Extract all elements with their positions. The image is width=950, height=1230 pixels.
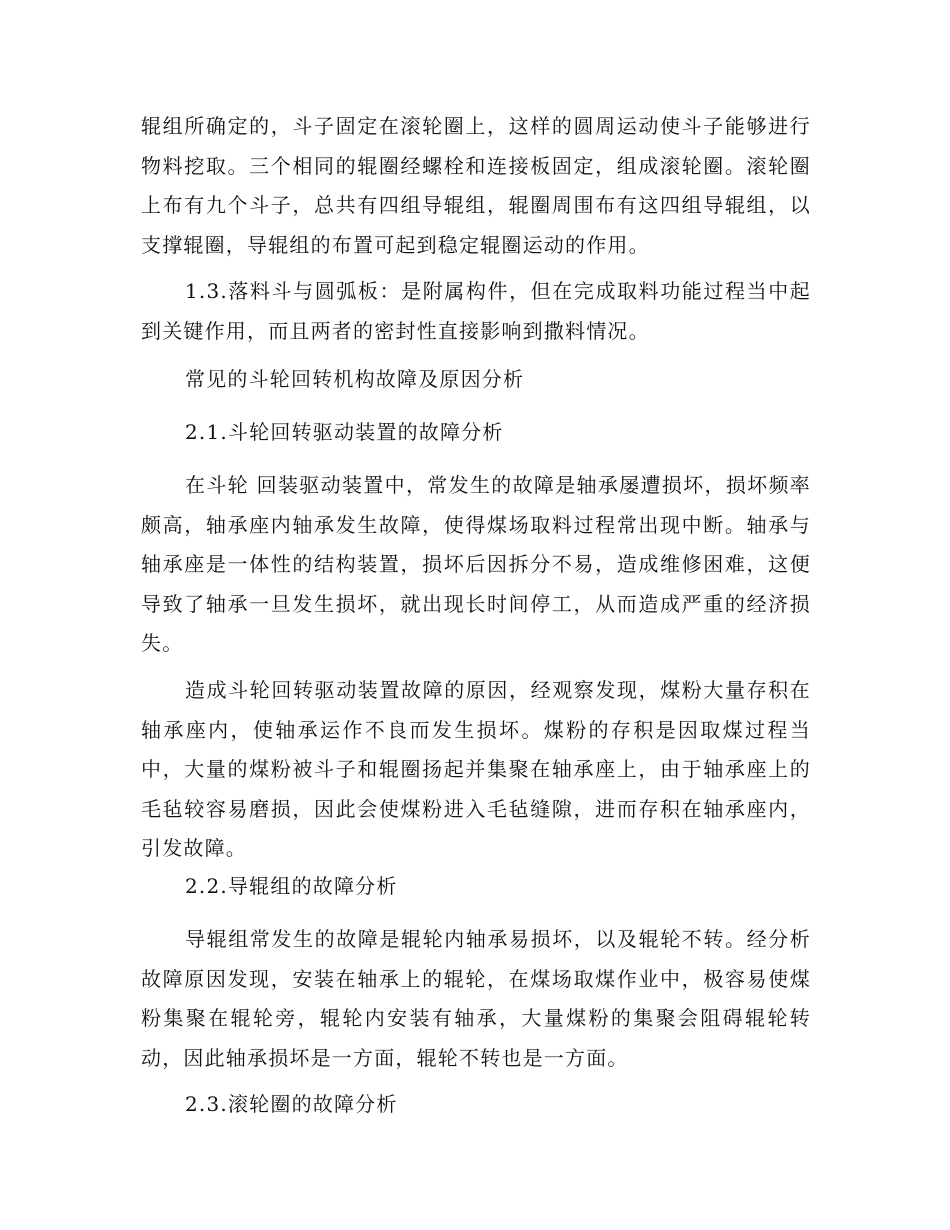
paragraph-hopper-arc-plate: 1.3.落料斗与圆弧板：是附属构件，但在完成取料功能过程当中起到关键作用，而且两者的密封性直接影响到撒料情况。 [141,279,811,343]
section-heading-common-faults: 常见的斗轮回转机构故障及原因分析 [185,367,525,391]
paragraph-bucket-ring-structure: 辊组所确定的，斗子固定在滚轮圈上，这样的圆周运动使斗子能够进行物料挖取。三个相同的辊圈经螺栓和连接板固定，组成滚轮圈。滚轮圈上布有九个斗子，总共有四组导辊组，辊圈周围布有这四组导辊组，以支撑辊圈，导辊组的布置可起到稳定辊圈运动的作用。 [141,114,811,257]
section-heading-2-1: 2.1.斗轮回转驱动装置的故障分析 [185,420,504,444]
section-heading-2-2: 2.2.导辊组的故障分析 [185,874,398,898]
paragraph-guide-roller-fault: 导辊组常发生的故障是辊轮内轴承易损坏，以及辊轮不转。经分析故障原因发现，安装在轴承上的辊轮，在煤场取煤作业中，极容易使煤粉集聚在辊轮旁，辊轮内安装有轴承，大量煤粉的集聚会阻碍辊轮转动，因此轴承损坏是一方面，辊轮不转也是一方面。 [141,927,811,1070]
paragraph-drive-fault-cause: 造成斗轮回转驱动装置故障的原因，经观察发现，煤粉大量存积在轴承座内，使轴承运作不良而发生损坏。煤粉的存积是因取煤过程当中，大量的煤粉被斗子和辊圈扬起并集聚在轴承座上，由于轴承座上的毛毡较容易磨损，因此会使煤粉进入毛毡缝隙，进而存积在轴承座内，引发故障。 [141,678,811,860]
section-heading-2-3: 2.3.滚轮圈的故障分析 [185,1092,398,1116]
paragraph-drive-fault: 在斗轮 回装驱动装置中，常发生的故障是轴承屡遭损坏，损坏频率颇高，轴承座内轴承发生故障，使得煤场取料过程常出现中断。轴承与轴承座是一体性的结构装置，损坏后因拆分不易，造成维修困难，这便导致了轴承一旦发生损坏，就出现长时间停工，从而造成严重的经济损失。 [141,473,811,655]
